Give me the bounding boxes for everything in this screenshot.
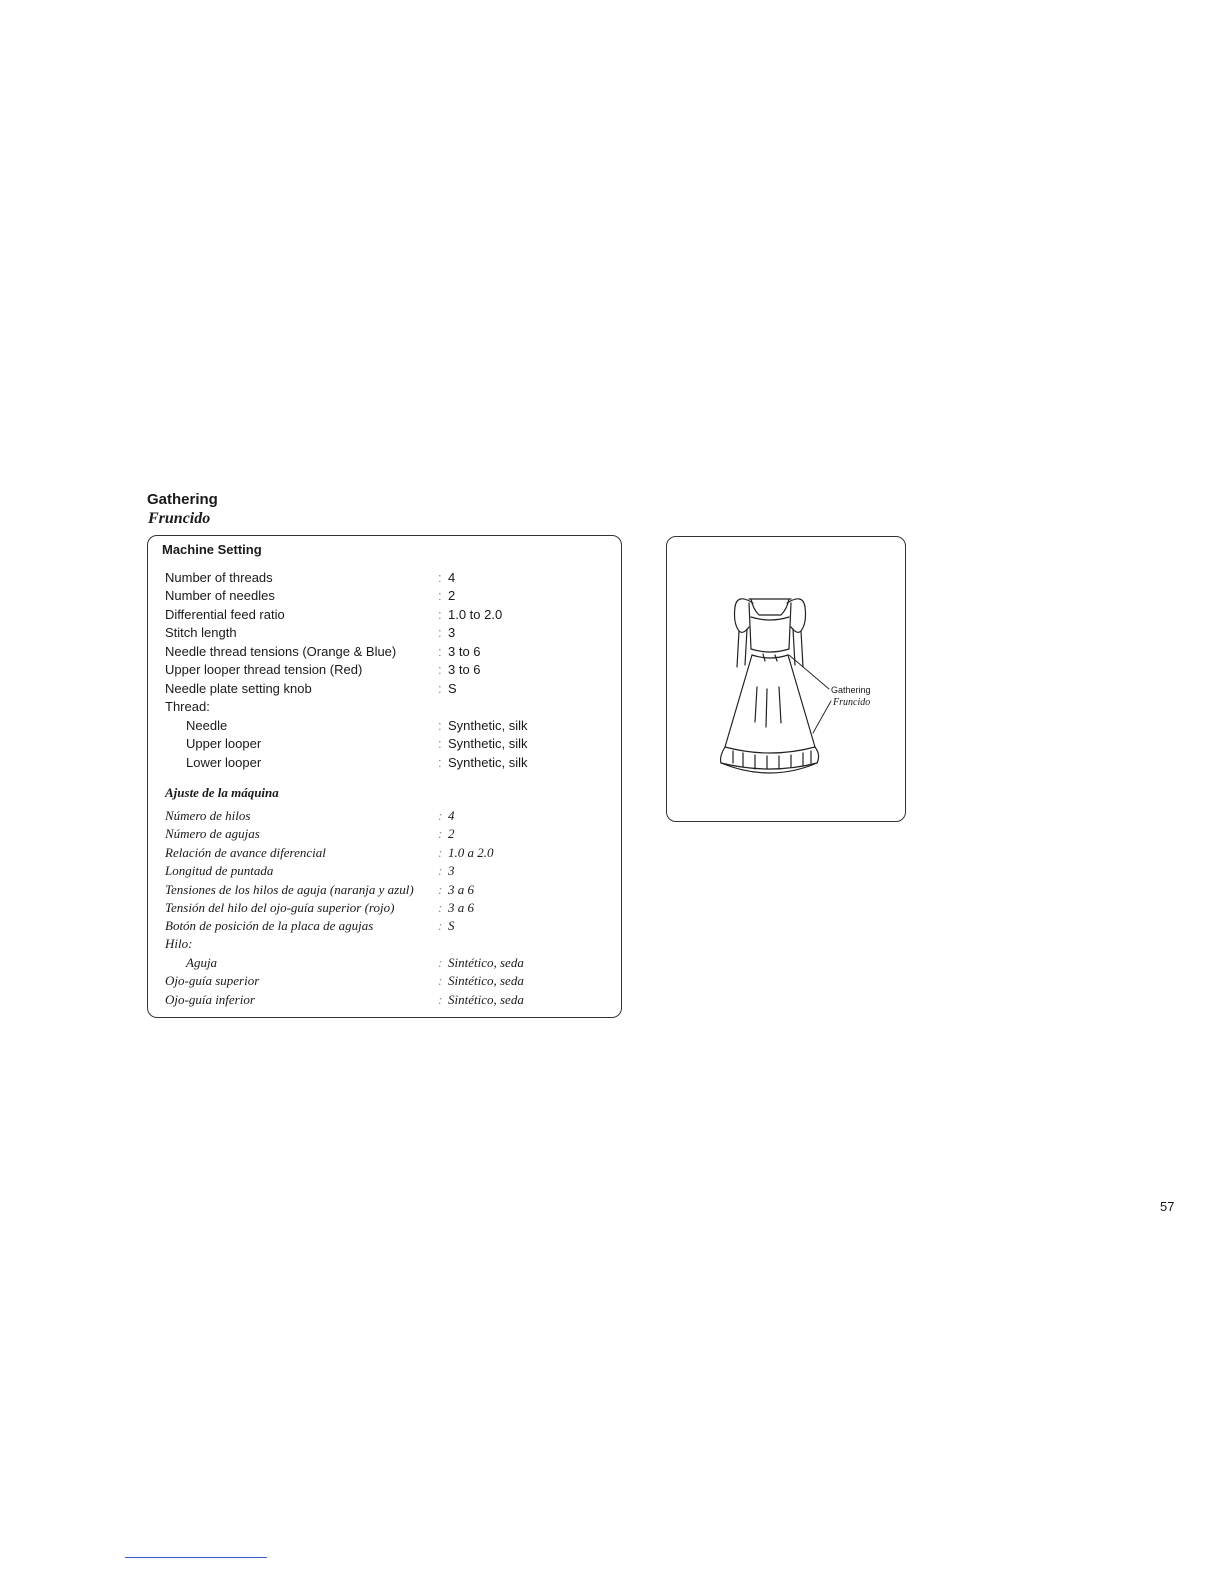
setting-value: 3 to 6 [448, 662, 481, 677]
ajuste-row [165, 807, 565, 825]
ajuste-label: Número de agujas [165, 826, 260, 841]
illustration-box [666, 536, 906, 822]
machine-setting-box [147, 535, 622, 1018]
ajuste-value: 1.0 a 2.0 [448, 845, 494, 860]
setting-value: 4 [448, 570, 456, 585]
dress-icon [667, 537, 907, 823]
ajuste-row [165, 954, 565, 972]
setting-value: Synthetic, silk [448, 755, 528, 770]
setting-label: Lower looper [186, 755, 262, 770]
setting-separator: : [438, 570, 442, 585]
ajuste-row [165, 991, 565, 1009]
setting-separator: : [438, 644, 442, 659]
gathering-callout: Gathering [831, 685, 871, 695]
ajuste-separator: : [438, 882, 443, 897]
ajuste-separator: : [438, 826, 443, 841]
setting-row [165, 643, 565, 661]
setting-value: 3 [448, 625, 456, 640]
ajuste-separator: : [438, 992, 443, 1007]
ajuste-separator: : [438, 973, 443, 988]
setting-separator: : [438, 681, 442, 696]
setting-value: Synthetic, silk [448, 736, 528, 751]
section-title-spanish: Fruncido [148, 510, 211, 527]
setting-label: Number of needles [165, 588, 275, 603]
setting-label: Differential feed ratio [165, 607, 285, 622]
setting-row [165, 698, 565, 716]
ajuste-separator: : [438, 845, 443, 860]
setting-label: Upper looper thread tension (Red) [165, 662, 363, 677]
setting-separator: : [438, 625, 442, 640]
ajuste-separator: : [438, 808, 443, 823]
ajuste-value: 3 a 6 [448, 900, 474, 915]
fruncido-callout: Fruncido [833, 697, 871, 708]
setting-label: Stitch length [165, 625, 237, 640]
setting-row [165, 717, 565, 735]
ajuste-row [165, 844, 565, 862]
ajuste-label: Tensiones de los hilos de aguja (naranja y azul) [165, 882, 414, 897]
ajuste-separator: : [438, 955, 443, 970]
setting-label: Upper looper [186, 736, 262, 751]
setting-separator: : [438, 662, 442, 677]
setting-value: 3 to 6 [448, 644, 481, 659]
page-number: 57 [1160, 1199, 1175, 1214]
ajuste-label: Longitud de puntada [165, 863, 274, 878]
setting-row [165, 735, 565, 753]
setting-value: 1.0 to 2.0 [448, 607, 503, 622]
setting-separator: : [438, 755, 442, 770]
setting-row [165, 569, 565, 587]
setting-row [165, 606, 565, 624]
ajuste-separator: : [438, 900, 443, 915]
ajuste-row [165, 935, 565, 953]
setting-label: Thread: [165, 699, 210, 714]
ajuste-row [165, 862, 565, 880]
setting-row [165, 680, 565, 698]
machine-setting-heading: Machine Setting [162, 542, 262, 557]
ajuste-row [165, 972, 565, 990]
ajuste-value: Sintético, seda [448, 955, 524, 970]
ajuste-label: Ojo-guía inferior [165, 992, 255, 1007]
ajuste-value: 2 [448, 826, 455, 841]
ajuste-label: Número de hilos [165, 808, 251, 823]
setting-label: Needle thread tensions (Orange & Blue) [165, 644, 397, 659]
setting-value: S [448, 681, 457, 696]
setting-value: Synthetic, silk [448, 718, 528, 733]
setting-separator: : [438, 588, 442, 603]
ajuste-label: Aguja [186, 955, 218, 970]
setting-row [165, 754, 565, 772]
footer-rule [125, 1557, 267, 1558]
setting-separator: : [438, 607, 442, 622]
ajuste-value: 4 [448, 808, 455, 823]
setting-label: Needle [186, 718, 228, 733]
ajuste-row [165, 881, 565, 899]
setting-label: Number of threads [165, 570, 273, 585]
setting-separator: : [438, 718, 442, 733]
ajuste-row [165, 899, 565, 917]
ajuste-value: Sintético, seda [448, 992, 524, 1007]
ajuste-label: Hilo: [165, 936, 193, 951]
ajuste-label: Botón de posición de la placa de agujas [165, 918, 374, 933]
section-title: Gathering [147, 491, 218, 508]
ajuste-row [165, 917, 565, 935]
ajuste-value: Sintético, seda [448, 973, 524, 988]
setting-row [165, 661, 565, 679]
setting-separator: : [438, 736, 442, 751]
ajuste-label: Tensión del hilo del ojo-guía superior (rojo) [165, 900, 395, 915]
ajuste-value: 3 a 6 [448, 882, 474, 897]
setting-row [165, 587, 565, 605]
setting-label: Needle plate setting knob [165, 681, 312, 696]
setting-row [165, 624, 565, 642]
ajuste-heading: Ajuste de la máquina [165, 785, 279, 800]
setting-value: 2 [448, 588, 456, 603]
ajuste-label: Relación de avance diferencial [165, 845, 326, 860]
ajuste-label: Ojo-guía superior [165, 973, 260, 988]
ajuste-row [165, 825, 565, 843]
ajuste-value: S [448, 918, 455, 933]
ajuste-separator: : [438, 918, 443, 933]
ajuste-value: 3 [448, 863, 455, 878]
ajuste-separator: : [438, 863, 443, 878]
